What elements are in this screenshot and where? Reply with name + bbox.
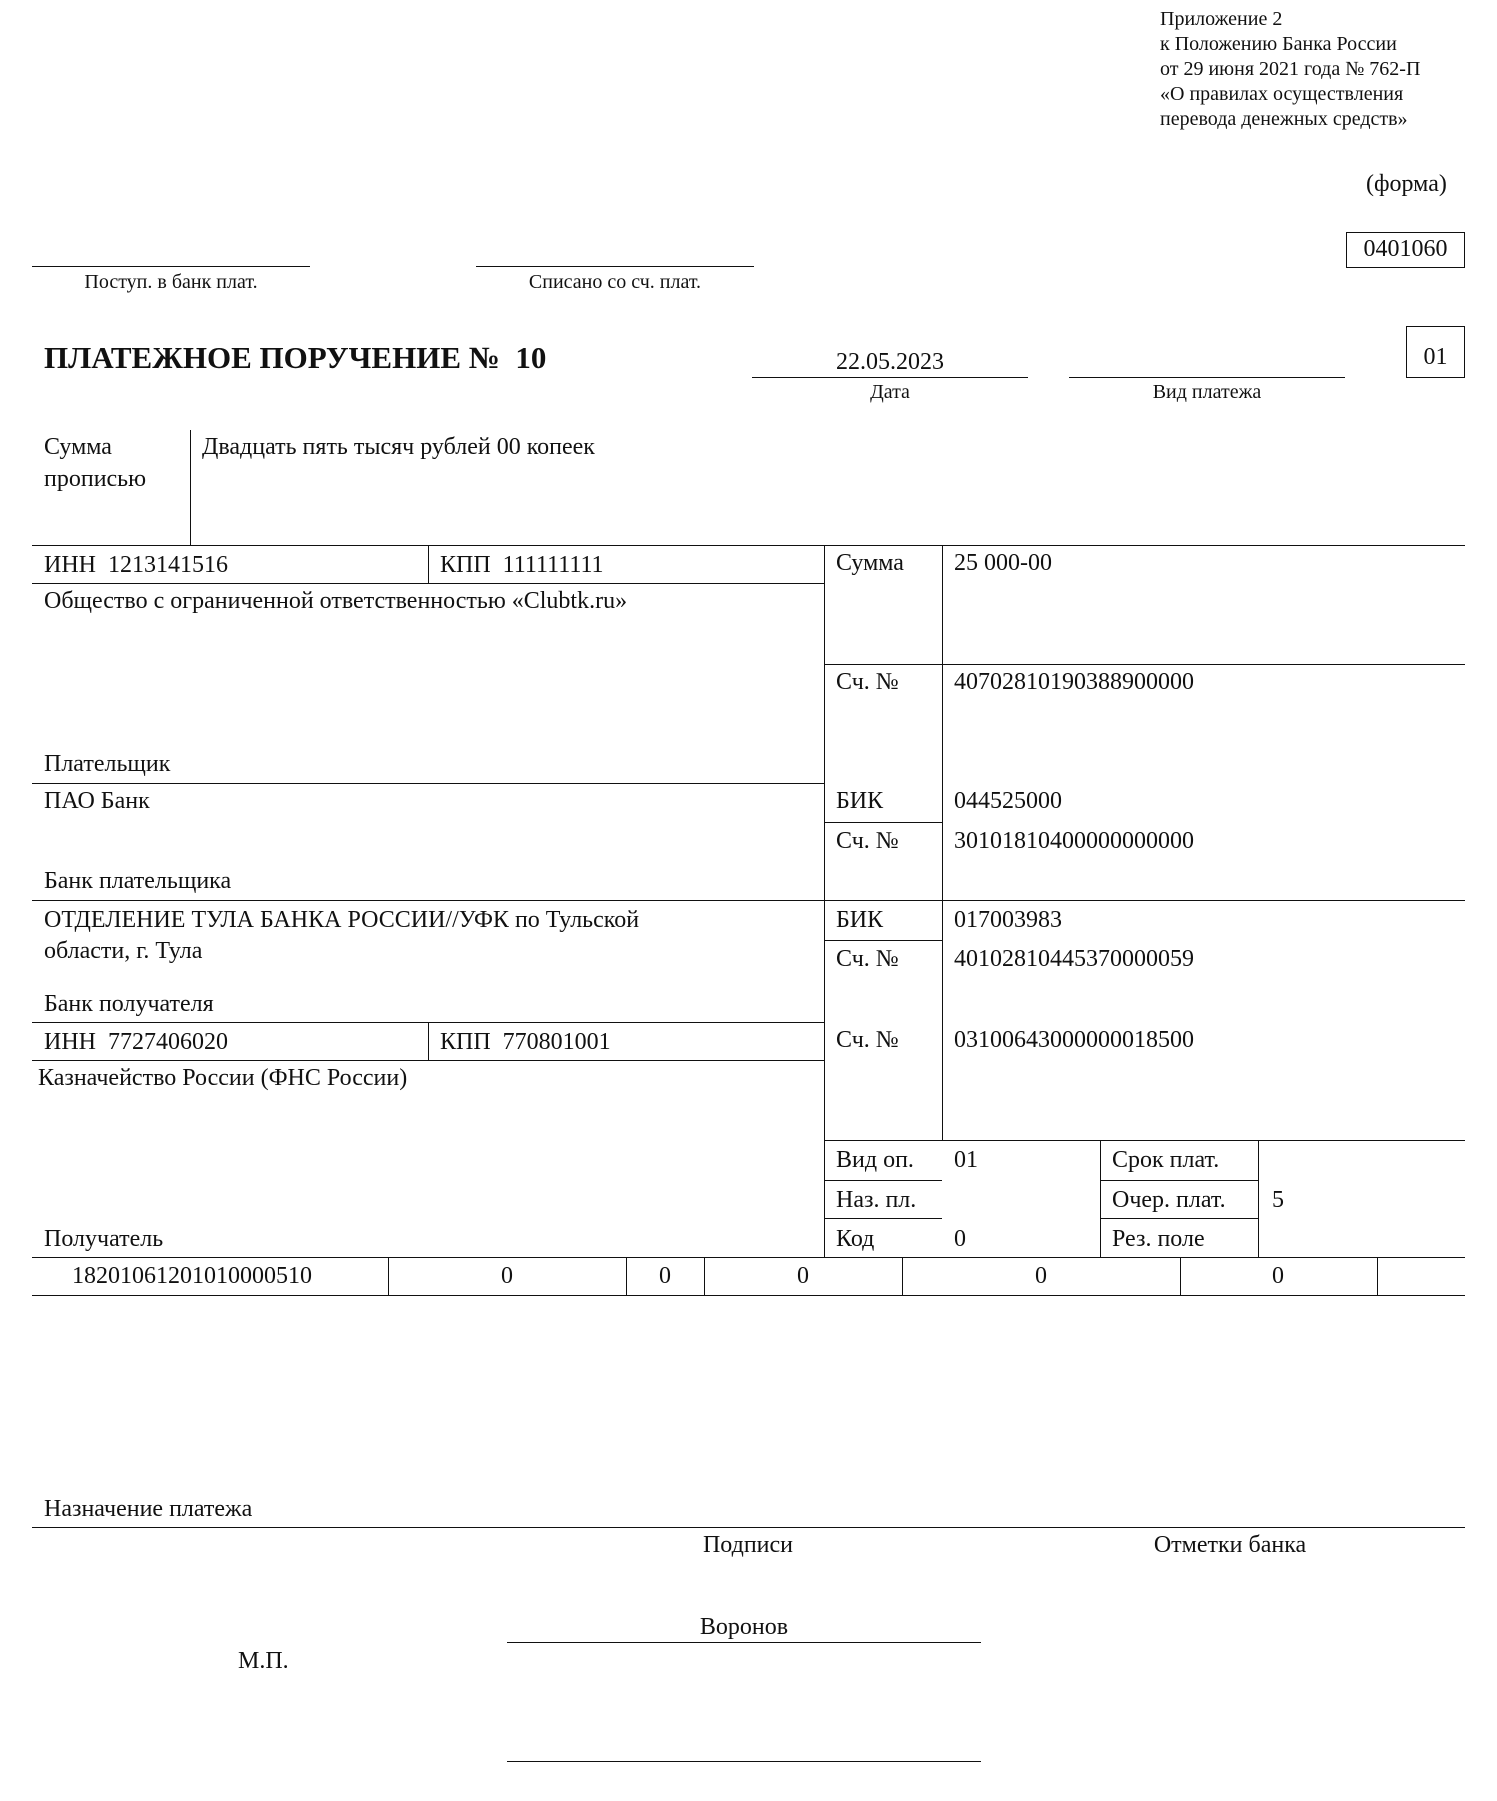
status-box — [1406, 326, 1465, 378]
srok-label: Срок плат. — [1112, 1147, 1220, 1173]
tax-vline-5 — [1180, 1257, 1181, 1295]
tax-row-top-line — [32, 1257, 1465, 1258]
recipient-name: Казначейство России (ФНС России) — [38, 1065, 408, 1091]
signs-label: Подписи — [702, 1532, 794, 1558]
payer-bank-corr-label: Сч. № — [836, 828, 899, 854]
naz-pl-label: Наз. пл. — [836, 1187, 917, 1213]
payer-inn — [44, 550, 228, 580]
date-label: Дата — [870, 381, 910, 403]
recipient-inn-line — [32, 1060, 824, 1061]
recipient-label: Получатель — [44, 1226, 164, 1252]
received-label: Поступ. в банк плат. — [84, 271, 258, 293]
recipient-inn — [44, 1027, 228, 1057]
tax-basis: 0 — [659, 1263, 671, 1289]
purpose-line — [32, 1527, 1465, 1528]
payer-bank-corr: 30101810400000000000 — [954, 828, 1194, 854]
signature-line-2 — [507, 1761, 981, 1762]
payer-kpp-value: 111111111 — [502, 552, 604, 578]
purpose-label: Назначение платежа — [44, 1496, 253, 1522]
grid-line-top — [32, 545, 1465, 546]
signature-line-1 — [507, 1642, 981, 1643]
recipient-bank-corr-label: Сч. № — [836, 946, 899, 972]
appendix-line-1: Приложение 2 — [1160, 8, 1283, 30]
recipient-inn-label: ИНН — [44, 1029, 96, 1055]
signer-name: Воронов — [699, 1614, 789, 1640]
recipient-bank-corr: 40102810445370000059 — [954, 946, 1194, 972]
amount-value: 25 000-00 — [954, 550, 1052, 576]
payer-inn-kpp-divider — [428, 545, 429, 583]
appendix-line-3: от 29 июня 2021 года № 762-П — [1160, 58, 1421, 80]
tax-vline-4 — [902, 1257, 903, 1295]
amount-label: Сумма — [836, 550, 904, 576]
payer-inn-label: ИНН — [44, 552, 96, 578]
vid-op-line — [824, 1180, 942, 1181]
payer-kpp — [440, 550, 604, 580]
document-title-text: ПЛАТЕЖНОЕ ПОРУЧЕНИЕ № — [44, 340, 500, 375]
appendix-line-5: перевода денежных средств» — [1160, 108, 1408, 130]
naz-pl-line — [824, 1218, 942, 1219]
payment-type-label: Вид платежа — [1152, 381, 1262, 403]
payer-bik-line — [824, 822, 942, 823]
debited-label: Списано со сч. плат. — [528, 271, 702, 293]
ocher-label: Очер. плат. — [1112, 1187, 1226, 1213]
received-line — [32, 266, 310, 267]
recipient-bank-bik: 017003983 — [954, 907, 1062, 933]
document-date: 22.05.2023 — [836, 349, 944, 375]
payer-kpp-label: КПП — [440, 552, 491, 578]
payer-bank-bik: 044525000 — [954, 788, 1062, 814]
tax-doc-date: 0 — [1272, 1263, 1284, 1289]
debited-line — [476, 266, 754, 267]
tax-oktmo: 0 — [501, 1263, 513, 1289]
vid-op-value: 01 — [954, 1147, 978, 1173]
recipient-bank-bik-label: БИК — [836, 907, 884, 933]
payer-inn-line — [32, 583, 824, 584]
recipient-inn-kpp-divider — [428, 1022, 429, 1060]
recipient-kpp-label: КПП — [440, 1029, 491, 1055]
payer-bank-bottom-line — [32, 900, 1465, 901]
srok-line — [1100, 1180, 1258, 1181]
grid-vline-right — [942, 545, 943, 1140]
form-code: 0401060 — [1363, 236, 1448, 262]
document-number: 10 — [515, 340, 547, 375]
status-code: 01 — [1423, 344, 1448, 370]
appendix-line-4: «О правилах осуществления — [1160, 83, 1404, 105]
recipient-bank-name-1: ОТДЕЛЕНИЕ ТУЛА БАНКА РОССИИ//УФК по Тульской — [44, 907, 640, 933]
payer-bank-label: Банк плательщика — [44, 868, 232, 894]
amount-words-value: Двадцать пять тысяч рублей 00 копеек — [202, 434, 595, 460]
payment-type-line — [1069, 377, 1345, 378]
payer-bottom-line — [32, 783, 824, 784]
payer-account-label: Сч. № — [836, 669, 899, 695]
ocher-value: 5 — [1272, 1187, 1284, 1213]
bank-marks-label: Отметки банка — [1153, 1532, 1307, 1558]
amount-words-divider — [190, 430, 191, 545]
recipient-bik-line — [824, 940, 942, 941]
payer-bank-bik-label: БИК — [836, 788, 884, 814]
tax-period: 0 — [797, 1263, 809, 1289]
operation-vline-1 — [1100, 1140, 1101, 1257]
recipient-kpp-value: 770801001 — [502, 1029, 611, 1055]
form-code-box — [1346, 232, 1465, 268]
date-line — [752, 377, 1028, 378]
payer-inn-value: 1213141516 — [108, 552, 228, 578]
payer-label: Плательщик — [44, 751, 171, 777]
recipient-bank-label: Банк получателя — [44, 991, 214, 1017]
ocher-line — [1100, 1218, 1258, 1219]
amount-words-label-1: Сумма — [44, 434, 112, 460]
form-label: (форма) — [1366, 171, 1447, 197]
tax-vline-3 — [704, 1257, 705, 1295]
payer-bank-name: ПАО Банк — [44, 788, 150, 814]
grid-vline-middle — [824, 545, 825, 1257]
tax-vline-6 — [1377, 1257, 1378, 1295]
recipient-kpp — [440, 1027, 611, 1057]
stamp-label: М.П. — [238, 1648, 289, 1674]
operation-vline-2 — [1258, 1140, 1259, 1257]
recipient-account-value: 03100643000000018500 — [954, 1027, 1194, 1053]
rez-label: Рез. поле — [1112, 1226, 1205, 1252]
payer-account-value: 40702810190388900000 — [954, 669, 1194, 695]
amount-bottom-line — [824, 664, 1465, 665]
recipient-inn-value: 7727406020 — [108, 1029, 228, 1055]
tax-row-bottom-line — [32, 1295, 1465, 1296]
appendix-line-2: к Положению Банка России — [1160, 33, 1397, 55]
tax-kbk: 18201061201010000510 — [72, 1263, 312, 1289]
kod-value: 0 — [954, 1226, 966, 1252]
recipient-bank-name-2: области, г. Тула — [44, 938, 203, 964]
document-title — [44, 340, 546, 376]
tax-doc-number: 0 — [1035, 1263, 1047, 1289]
operation-top-line — [824, 1140, 1465, 1141]
payer-name: Общество с ограниченной ответственностью «Clubtk.ru» — [44, 588, 628, 614]
recipient-account-label: Сч. № — [836, 1027, 899, 1053]
vid-op-label: Вид оп. — [836, 1147, 914, 1173]
amount-words-label-2: прописью — [44, 466, 147, 492]
kod-label: Код — [836, 1226, 875, 1252]
